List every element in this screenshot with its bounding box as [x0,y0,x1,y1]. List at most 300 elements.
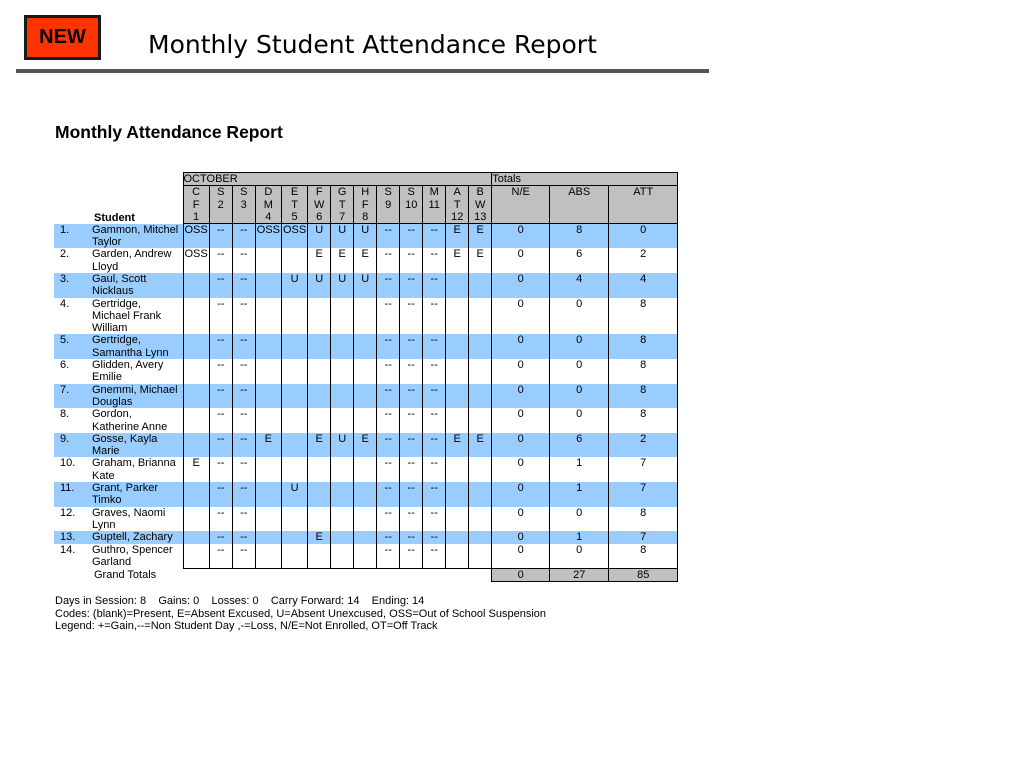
day-code [446,482,469,507]
new-badge [24,15,101,60]
day-code [255,544,281,569]
day-header-line: S [384,186,392,199]
day-code: E [255,433,281,458]
day-code: -- [423,359,446,384]
day-code: -- [423,298,446,335]
day-code [354,507,377,532]
day-code: -- [209,384,232,409]
symbols-legend: Legend: +=Gain,--=Non Student Day ,-=Loss, N/E=Not Enrolled, OT=Off Track [55,620,438,632]
day-code [469,384,492,409]
day-code [331,507,354,532]
day-header-line: 2 [217,198,224,211]
total-abs: 0 [550,298,609,335]
day-code: E [469,248,492,273]
day-code: -- [209,359,232,384]
day-code [469,298,492,335]
day-code: -- [423,248,446,273]
day-code [446,384,469,409]
day-code: -- [377,273,400,298]
row-number: 7. [54,384,90,409]
day-code: -- [232,531,255,543]
day-code [183,408,209,433]
day-code: -- [232,298,255,335]
day-code: -- [400,384,423,409]
row-number: 1. [54,224,90,249]
day-header [331,186,354,224]
total-att: 7 [609,457,678,482]
header-row-month [54,173,678,186]
day-code: -- [377,507,400,532]
day-code: -- [423,334,446,359]
row-number: 6. [60,359,70,372]
total-abs: 1 [550,531,609,543]
total-ne: 0 [492,273,550,298]
day-code: E [446,433,469,458]
day-code [446,298,469,335]
day-code: -- [377,544,400,569]
total-ne: 0 [492,248,550,273]
day-code [308,359,331,384]
total-abs: 6 [550,248,609,273]
day-code: -- [377,482,400,507]
day-header-line: G [337,186,347,199]
day-code: -- [377,248,400,273]
day-header-line: 1 [193,210,200,223]
day-code [446,334,469,359]
day-code: -- [377,359,400,384]
codes-legend: Codes: (blank)=Present, E=Absent Excused, U=Absent Unexcused, OSS=Out of School Suspension [55,607,547,620]
total-att: 8 [609,408,678,433]
day-code [183,482,209,507]
total-att: 7 [609,482,678,507]
day-code: -- [232,224,255,249]
day-code [308,334,331,359]
student-name: Gordon, Katherine Anne [92,408,168,433]
day-code: -- [377,298,400,335]
day-code: -- [209,507,232,532]
day-code: E [308,531,331,543]
day-code [183,334,209,359]
student-name: Gertridge, Michael Frank William [92,297,162,335]
day-header-line: 5 [291,210,298,223]
row-number: 13. [54,531,90,543]
day-code: -- [377,384,400,409]
totals-header: N/E [492,186,550,224]
day-code: -- [209,544,232,569]
day-code [331,408,354,433]
day-code: U [331,433,354,458]
day-header-line: F [192,198,200,211]
day-code [469,334,492,359]
day-code: E [446,224,469,249]
student-name: Graves, Naomi Lynn [92,506,166,531]
day-header-line: S [217,186,225,199]
total-att: 0 [609,224,678,249]
day-header [255,186,281,224]
total-att: 8 [609,359,678,384]
header-spacer [54,173,90,186]
total-abs: 1 [550,457,609,482]
day-header-line: M [263,198,273,211]
day-code: -- [423,507,446,532]
student-row [54,248,678,273]
day-code [446,544,469,569]
day-header [377,186,400,224]
day-code [255,482,281,507]
day-code: -- [209,334,232,359]
day-code: -- [423,544,446,569]
total-att: 8 [609,298,678,335]
day-code [255,359,281,384]
day-code [331,359,354,384]
day-code [354,334,377,359]
day-header-line [211,211,231,223]
total-abs: 0 [550,334,609,359]
day-code [469,482,492,507]
day-header [209,186,232,224]
day-code [308,298,331,335]
student-row [54,531,678,543]
student-row [54,334,678,359]
day-code [183,298,209,335]
month-label: OCTOBER [183,173,492,186]
day-code [354,457,377,482]
day-code [331,298,354,335]
total-att: 8 [609,544,678,569]
day-header-line: H [361,186,370,199]
student-row [54,457,678,482]
student-name: Grant, Parker Timko [90,482,183,507]
day-header-line: W [314,198,325,211]
day-header-line: C [192,186,201,199]
day-code [183,359,209,384]
day-code: -- [232,482,255,507]
student-name: Garden, Andrew Lloyd [92,248,172,273]
day-header-line: E [290,186,299,199]
totals-label: Totals [492,173,678,186]
day-code [354,408,377,433]
day-code [331,544,354,569]
day-code: -- [400,433,423,458]
student-name: Glidden, Avery Emilie [92,359,164,384]
day-code [183,531,209,543]
day-code: -- [400,273,423,298]
day-header-line: T [338,198,346,211]
day-code: -- [209,457,232,482]
student-name: Guptell, Zachary [90,531,183,543]
day-code: -- [209,298,232,335]
day-code [446,359,469,384]
day-code [281,248,307,273]
header-row-days [54,186,678,224]
day-code: -- [232,544,255,569]
total-abs: 0 [550,408,609,433]
student-name: Graham, Brianna Kate [92,457,176,482]
row-number: 5. [54,334,90,359]
student-row [54,384,678,409]
day-code [446,507,469,532]
day-code [281,433,307,458]
day-code: -- [400,507,423,532]
day-code: OSS [255,224,281,249]
day-code [354,544,377,569]
day-code: -- [232,457,255,482]
total-att: 7 [609,531,678,543]
day-code: E [308,433,331,458]
day-code [308,457,331,482]
student-row [54,273,678,298]
student-row [54,507,678,532]
report-title: Monthly Attendance Report [55,122,283,142]
total-ne: 0 [492,482,550,507]
row-number: 9. [54,433,90,458]
row-number: 2. [60,248,70,261]
day-code: E [469,433,492,458]
day-code: U [331,273,354,298]
day-code: -- [377,408,400,433]
total-ne: 0 [492,544,550,569]
day-header-line: T [291,198,298,211]
total-ne: 0 [492,507,550,532]
day-header-line: S [240,186,248,199]
day-code [354,531,377,543]
day-header-line: M [429,186,439,199]
day-code [183,384,209,409]
day-code: -- [209,408,232,433]
total-ne: 0 [492,384,550,409]
day-code [469,507,492,532]
day-code [255,507,281,532]
total-ne: 0 [492,457,550,482]
day-code [183,507,209,532]
day-code [469,457,492,482]
day-code [183,273,209,298]
day-code: -- [232,433,255,458]
day-code [281,298,307,335]
day-header-line: 7 [339,210,346,223]
row-number: 10. [60,457,76,470]
grand-totals-label: Grand Totals [94,568,157,581]
grand-total-abs: 27 [550,568,609,581]
day-code [281,359,307,384]
day-code: -- [232,334,255,359]
row-number: 12. [60,506,76,519]
day-header-line: 10 [405,198,418,211]
day-code: -- [423,384,446,409]
day-header [354,186,377,224]
row-number: 8. [60,408,70,421]
day-code [469,408,492,433]
day-code [331,334,354,359]
day-code: OSS [183,248,209,273]
day-code [281,408,307,433]
day-code: -- [209,433,232,458]
day-header-line: A [453,186,461,199]
day-code [255,457,281,482]
total-ne: 0 [492,298,550,335]
day-code [331,457,354,482]
day-code [308,384,331,409]
slide-title: Monthly Student Attendance Report [148,30,597,59]
total-att: 8 [609,384,678,409]
student-name: Gosse, Kayla Marie [90,433,183,458]
day-code: -- [423,224,446,249]
day-code [308,482,331,507]
totals-header: ATT [609,186,678,224]
total-ne: 0 [492,224,550,249]
student-name: Gnemmi, Michael Douglas [90,384,183,409]
day-code: -- [423,273,446,298]
day-code: -- [423,433,446,458]
day-header-line [424,211,444,223]
day-code: -- [400,544,423,569]
day-code: U [354,273,377,298]
row-number: 14. [60,543,76,556]
total-ne: 0 [492,359,550,384]
day-code [281,384,307,409]
day-code: E [354,248,377,273]
day-header-line: 9 [385,198,392,211]
total-att: 2 [609,248,678,273]
totals-header: ABS [550,186,609,224]
day-header-line: F [315,186,323,199]
day-code [255,408,281,433]
total-att: 4 [609,273,678,298]
day-code: -- [232,273,255,298]
day-code: -- [232,359,255,384]
day-code [446,273,469,298]
day-code [281,457,307,482]
day-header-line: F [361,198,369,211]
day-code: -- [232,507,255,532]
day-header [183,186,209,224]
total-ne: 0 [492,334,550,359]
row-number: 4. [60,297,70,310]
day-code [255,248,281,273]
student-row [54,433,678,458]
day-code [308,544,331,569]
day-code: -- [232,408,255,433]
day-code: -- [232,248,255,273]
day-header-line: T [453,198,461,211]
day-header-line: S [407,186,415,199]
grand-totals-row [54,568,678,581]
day-code: -- [377,457,400,482]
day-code: -- [423,482,446,507]
day-code [331,482,354,507]
day-header [423,186,446,224]
total-abs: 4 [550,273,609,298]
day-code [281,531,307,543]
row-number: 11. [54,482,90,507]
student-row [54,482,678,507]
day-code: -- [209,273,232,298]
day-code: OSS [183,224,209,249]
day-code: -- [209,224,232,249]
total-abs: 6 [550,433,609,458]
day-header-line: 4 [265,210,272,223]
day-code [354,359,377,384]
student-row [54,224,678,249]
day-header [400,186,423,224]
day-code [255,531,281,543]
day-code [255,298,281,335]
day-header [281,186,307,224]
total-att: 8 [609,507,678,532]
day-code: U [281,482,307,507]
day-code [446,408,469,433]
student-column-label: Student [94,211,135,224]
total-abs: 1 [550,482,609,507]
day-code: U [354,224,377,249]
day-code [281,544,307,569]
attendance-table [54,172,678,582]
day-header-line [378,211,398,223]
day-code: -- [400,482,423,507]
day-code: U [281,273,307,298]
day-code [281,507,307,532]
day-code: E [469,224,492,249]
day-header-line: 3 [240,198,247,211]
day-header-line [401,211,421,223]
day-code [255,384,281,409]
day-code [469,544,492,569]
day-code [354,384,377,409]
day-code: -- [209,531,232,543]
day-code [281,334,307,359]
day-code [469,359,492,384]
day-header-line: 8 [362,210,369,223]
student-row [54,359,678,384]
day-code [331,531,354,543]
day-code: -- [423,457,446,482]
day-code: -- [209,248,232,273]
day-code: -- [423,531,446,543]
day-code: OSS [281,224,307,249]
header-spacer [90,173,183,186]
day-code [331,384,354,409]
total-att: 2 [609,433,678,458]
day-code: U [308,273,331,298]
day-code: E [354,433,377,458]
student-name: Guthro, Spencer Garland [92,543,173,568]
total-abs: 8 [550,224,609,249]
day-header-line: 6 [316,210,323,223]
day-code: -- [377,334,400,359]
total-att: 8 [609,334,678,359]
total-ne: 0 [492,433,550,458]
day-code: -- [400,457,423,482]
day-header-line [234,211,254,223]
day-header-line: B [476,186,484,199]
day-code: U [331,224,354,249]
report-footer [55,595,546,633]
day-code: -- [377,531,400,543]
total-abs: 0 [550,507,609,532]
day-code: -- [232,384,255,409]
day-code [255,334,281,359]
day-header-line: D [264,186,273,199]
day-header [232,186,255,224]
day-header-line: 11 [428,198,440,211]
day-code: E [446,248,469,273]
day-code [354,298,377,335]
day-code [469,273,492,298]
day-code: -- [209,482,232,507]
day-code: U [308,224,331,249]
student-row [54,408,678,433]
grand-total-ne: 0 [492,568,550,581]
